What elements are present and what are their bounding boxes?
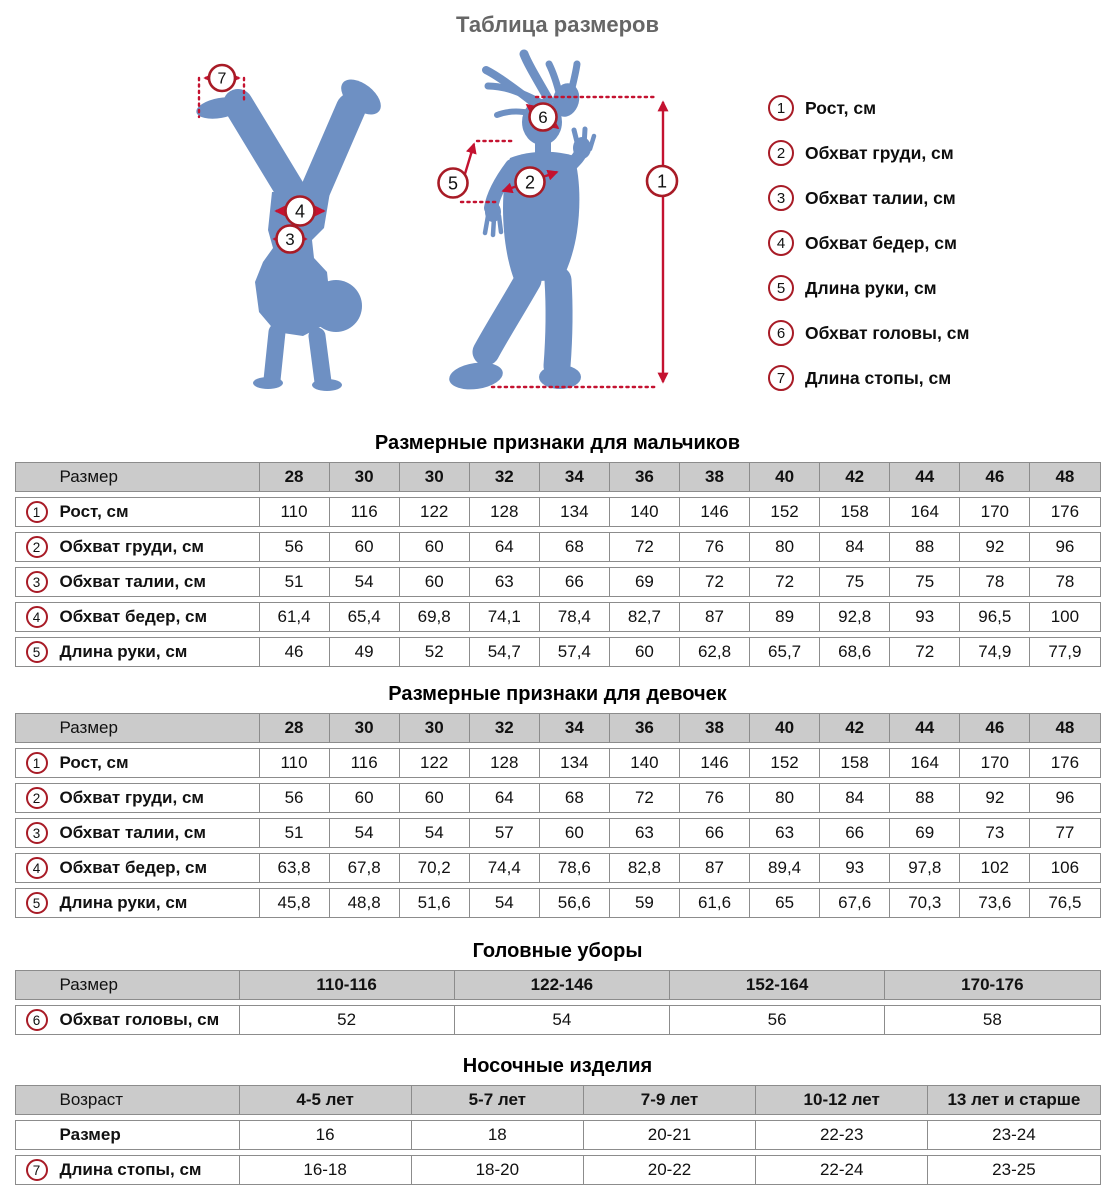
table-row bbox=[15, 567, 1101, 597]
row-label-cell bbox=[16, 603, 259, 631]
header-size-cell: 28 bbox=[259, 714, 329, 742]
header-size-cell: 44 bbox=[889, 463, 959, 491]
row-number-badge: 2 bbox=[26, 536, 48, 558]
legend-number-badge: 4 bbox=[768, 230, 794, 256]
size-value-cell: 63,8 bbox=[259, 854, 329, 882]
size-value-cell: 59 bbox=[609, 889, 679, 917]
boys-section-title: Размерные признаки для мальчиков bbox=[374, 432, 741, 454]
size-value-cell: 128 bbox=[469, 749, 539, 777]
boys-size-table bbox=[15, 462, 1101, 667]
size-value-cell: 64 bbox=[469, 784, 539, 812]
size-value-cell: 88 bbox=[889, 784, 959, 812]
size-value-cell: 75 bbox=[889, 568, 959, 596]
size-value-cell: 48,8 bbox=[329, 889, 399, 917]
header-label-cell bbox=[16, 463, 259, 491]
table-header-row bbox=[15, 713, 1101, 743]
size-value-cell: 80 bbox=[749, 533, 819, 561]
size-value-cell: 67,6 bbox=[819, 889, 889, 917]
size-value-cell: 96 bbox=[1029, 533, 1099, 561]
row-label: Обхват груди, см bbox=[59, 537, 204, 556]
header-size-cell: 46 bbox=[959, 463, 1029, 491]
size-value-cell: 92 bbox=[959, 784, 1029, 812]
size-value-cell: 74,9 bbox=[959, 638, 1029, 666]
legend-item-label: Обхват груди, см bbox=[805, 142, 954, 163]
table-row bbox=[15, 1155, 1101, 1185]
header-size-cell: 42 bbox=[819, 714, 889, 742]
header-label-cell bbox=[16, 971, 239, 999]
size-value-cell: 84 bbox=[819, 533, 889, 561]
header-size-cell: 28 bbox=[259, 463, 329, 491]
header-size-cell: 30 bbox=[399, 463, 469, 491]
size-value-cell: 61,4 bbox=[259, 603, 329, 631]
row-label: Обхват головы, см bbox=[59, 1010, 220, 1029]
figure-marker-6 bbox=[530, 104, 557, 131]
size-value-cell: 65,4 bbox=[329, 603, 399, 631]
row-label: Рост, см bbox=[59, 753, 129, 772]
size-value-cell: 96 bbox=[1029, 784, 1099, 812]
figure-marker-5 bbox=[439, 169, 468, 198]
size-value-cell: 100 bbox=[1029, 603, 1099, 631]
size-value-cell: 68 bbox=[539, 533, 609, 561]
size-value-cell: 51,6 bbox=[399, 889, 469, 917]
legend-item bbox=[768, 320, 969, 346]
figure-marker-1 bbox=[647, 166, 677, 196]
measurement-legend bbox=[768, 95, 969, 410]
svg-text:4: 4 bbox=[294, 201, 306, 222]
header-size-cell: 152-164 bbox=[669, 971, 884, 999]
legend-item-label: Обхват бедер, см bbox=[805, 232, 957, 253]
row-number-badge: 5 bbox=[26, 892, 48, 914]
header-size-cell: 30 bbox=[329, 463, 399, 491]
size-value-cell: 152 bbox=[749, 749, 819, 777]
header-size-cell: 38 bbox=[679, 463, 749, 491]
figure-marker-2 bbox=[516, 168, 545, 197]
size-value-cell: 89 bbox=[749, 603, 819, 631]
header-size-cell: 10-12 лет bbox=[755, 1086, 927, 1114]
size-value-cell: 22-23 bbox=[755, 1121, 927, 1149]
svg-text:3: 3 bbox=[285, 229, 295, 249]
size-value-cell: 116 bbox=[329, 498, 399, 526]
size-value-cell: 54,7 bbox=[469, 638, 539, 666]
header-size-cell: 44 bbox=[889, 714, 959, 742]
row-label-cell bbox=[16, 638, 259, 666]
size-value-cell: 70,2 bbox=[399, 854, 469, 882]
legend-number-badge: 2 bbox=[768, 140, 794, 166]
size-value-cell: 170 bbox=[959, 498, 1029, 526]
header-label: Возраст bbox=[59, 1090, 124, 1109]
row-number-badge: 5 bbox=[26, 641, 48, 663]
size-value-cell: 72 bbox=[609, 533, 679, 561]
size-value-cell: 69,8 bbox=[399, 603, 469, 631]
size-value-cell: 54 bbox=[329, 819, 399, 847]
row-label: Обхват талии, см bbox=[59, 823, 206, 842]
table-header-row bbox=[15, 462, 1101, 492]
size-value-cell: 73 bbox=[959, 819, 1029, 847]
row-label-cell bbox=[16, 568, 259, 596]
row-label-cell bbox=[16, 889, 259, 917]
size-value-cell: 122 bbox=[399, 749, 469, 777]
size-value-cell: 82,7 bbox=[609, 603, 679, 631]
table-row bbox=[15, 818, 1101, 848]
row-number-badge: 4 bbox=[26, 606, 48, 628]
size-value-cell: 74,4 bbox=[469, 854, 539, 882]
header-label-cell bbox=[16, 1086, 239, 1114]
measurement-figure bbox=[0, 38, 740, 422]
size-value-cell: 75 bbox=[819, 568, 889, 596]
svg-text:5: 5 bbox=[447, 173, 459, 194]
size-value-cell: 76 bbox=[679, 784, 749, 812]
size-value-cell: 96,5 bbox=[959, 603, 1029, 631]
table-row bbox=[15, 853, 1101, 883]
header-label: Размер bbox=[59, 975, 118, 994]
header-size-cell: 34 bbox=[539, 714, 609, 742]
size-value-cell: 84 bbox=[819, 784, 889, 812]
size-value-cell: 140 bbox=[609, 498, 679, 526]
hats-section-title: Головные уборы bbox=[472, 940, 643, 962]
size-value-cell: 16-18 bbox=[239, 1156, 411, 1184]
row-number-badge: 4 bbox=[26, 857, 48, 879]
table-row bbox=[15, 497, 1101, 527]
size-value-cell: 16 bbox=[239, 1121, 411, 1149]
size-value-cell: 23-25 bbox=[927, 1156, 1099, 1184]
size-value-cell: 140 bbox=[609, 749, 679, 777]
size-value-cell: 60 bbox=[329, 784, 399, 812]
header-size-cell: 7-9 лет bbox=[583, 1086, 755, 1114]
size-value-cell: 20-21 bbox=[583, 1121, 755, 1149]
row-number-badge: 1 bbox=[26, 501, 48, 523]
table-header-row bbox=[15, 1085, 1101, 1115]
header-size-cell: 48 bbox=[1029, 463, 1099, 491]
size-value-cell: 93 bbox=[889, 603, 959, 631]
row-label-cell bbox=[16, 1156, 239, 1184]
legend-item-label: Обхват головы, см bbox=[805, 322, 970, 343]
size-value-cell: 164 bbox=[889, 749, 959, 777]
row-label: Длина руки, см bbox=[59, 893, 188, 912]
size-value-cell: 87 bbox=[679, 603, 749, 631]
size-value-cell: 69 bbox=[609, 568, 679, 596]
table-row bbox=[15, 602, 1101, 632]
girls-size-table bbox=[15, 713, 1101, 918]
row-label: Обхват талии, см bbox=[59, 572, 206, 591]
size-value-cell: 87 bbox=[679, 854, 749, 882]
table-row bbox=[15, 783, 1101, 813]
size-value-cell: 52 bbox=[399, 638, 469, 666]
size-value-cell: 78,6 bbox=[539, 854, 609, 882]
size-value-cell: 122 bbox=[399, 498, 469, 526]
size-value-cell: 65,7 bbox=[749, 638, 819, 666]
size-value-cell: 69 bbox=[889, 819, 959, 847]
size-value-cell: 66 bbox=[679, 819, 749, 847]
legend-item bbox=[768, 185, 969, 211]
size-value-cell: 45,8 bbox=[259, 889, 329, 917]
row-label-cell bbox=[16, 498, 259, 526]
size-value-cell: 54 bbox=[454, 1006, 669, 1034]
size-value-cell: 92 bbox=[959, 533, 1029, 561]
size-value-cell: 60 bbox=[399, 568, 469, 596]
size-value-cell: 52 bbox=[239, 1006, 454, 1034]
row-number-badge: 3 bbox=[26, 822, 48, 844]
size-value-cell: 72 bbox=[749, 568, 819, 596]
size-value-cell: 18 bbox=[411, 1121, 583, 1149]
size-value-cell: 77,9 bbox=[1029, 638, 1099, 666]
size-value-cell: 72 bbox=[889, 638, 959, 666]
girl-silhouette bbox=[447, 54, 594, 393]
size-value-cell: 176 bbox=[1029, 749, 1099, 777]
header-size-cell: 38 bbox=[679, 714, 749, 742]
table-header-row bbox=[15, 970, 1101, 1000]
row-label: Длина стопы, см bbox=[59, 1160, 202, 1179]
legend-number-badge: 5 bbox=[768, 275, 794, 301]
header-label-cell bbox=[16, 714, 259, 742]
size-value-cell: 66 bbox=[819, 819, 889, 847]
svg-text:6: 6 bbox=[538, 107, 548, 127]
size-value-cell: 51 bbox=[259, 819, 329, 847]
size-value-cell: 110 bbox=[259, 749, 329, 777]
size-value-cell: 49 bbox=[329, 638, 399, 666]
header-size-cell: 32 bbox=[469, 463, 539, 491]
legend-number-badge: 1 bbox=[768, 95, 794, 121]
table-row bbox=[15, 532, 1101, 562]
legend-item-label: Рост, см bbox=[805, 97, 877, 118]
figure-marker-7 bbox=[209, 65, 235, 91]
row-label: Обхват бедер, см bbox=[59, 607, 208, 626]
row-label-cell bbox=[16, 533, 259, 561]
socks-size-table bbox=[15, 1085, 1101, 1185]
size-value-cell: 60 bbox=[399, 533, 469, 561]
row-label: Обхват бедер, см bbox=[59, 858, 208, 877]
size-value-cell: 63 bbox=[469, 568, 539, 596]
size-value-cell: 60 bbox=[399, 784, 469, 812]
table-row bbox=[15, 1005, 1101, 1035]
size-value-cell: 146 bbox=[679, 749, 749, 777]
size-value-cell: 158 bbox=[819, 498, 889, 526]
row-label-cell bbox=[16, 749, 259, 777]
size-value-cell: 57 bbox=[469, 819, 539, 847]
size-value-cell: 56 bbox=[669, 1006, 884, 1034]
size-value-cell: 63 bbox=[609, 819, 679, 847]
legend-item bbox=[768, 95, 969, 121]
girls-section-title: Размерные признаки для девочек bbox=[388, 683, 727, 705]
row-number-badge: 7 bbox=[26, 1159, 48, 1181]
size-value-cell: 78 bbox=[1029, 568, 1099, 596]
size-value-cell: 20-22 bbox=[583, 1156, 755, 1184]
size-value-cell: 80 bbox=[749, 784, 819, 812]
svg-text:7: 7 bbox=[217, 70, 227, 88]
size-value-cell: 54 bbox=[329, 568, 399, 596]
size-value-cell: 23-24 bbox=[927, 1121, 1099, 1149]
legend-number-badge: 7 bbox=[768, 365, 794, 391]
header-size-cell: 122-146 bbox=[454, 971, 669, 999]
size-value-cell: 74,1 bbox=[469, 603, 539, 631]
size-value-cell: 102 bbox=[959, 854, 1029, 882]
size-value-cell: 62,8 bbox=[679, 638, 749, 666]
size-value-cell: 116 bbox=[329, 749, 399, 777]
measurement-hero bbox=[0, 38, 1115, 422]
size-value-cell: 22-24 bbox=[755, 1156, 927, 1184]
size-value-cell: 46 bbox=[259, 638, 329, 666]
size-value-cell: 158 bbox=[819, 749, 889, 777]
header-size-cell: 34 bbox=[539, 463, 609, 491]
size-value-cell: 65 bbox=[749, 889, 819, 917]
header-size-cell: 46 bbox=[959, 714, 1029, 742]
size-value-cell: 128 bbox=[469, 498, 539, 526]
legend-item-label: Обхват талии, см bbox=[805, 187, 956, 208]
size-value-cell: 146 bbox=[679, 498, 749, 526]
size-value-cell: 61,6 bbox=[679, 889, 749, 917]
header-size-cell: 30 bbox=[399, 714, 469, 742]
header-size-cell: 36 bbox=[609, 463, 679, 491]
header-size-cell: 40 bbox=[749, 463, 819, 491]
table-row bbox=[15, 748, 1101, 778]
figure-marker-4 bbox=[286, 197, 315, 226]
size-value-cell: 72 bbox=[609, 784, 679, 812]
figure-marker-3 bbox=[277, 226, 304, 253]
size-value-cell: 64 bbox=[469, 533, 539, 561]
size-value-cell: 66 bbox=[539, 568, 609, 596]
legend-item bbox=[768, 275, 969, 301]
row-number-badge: 1 bbox=[26, 752, 48, 774]
table-row bbox=[15, 637, 1101, 667]
legend-item bbox=[768, 140, 969, 166]
size-value-cell: 67,8 bbox=[329, 854, 399, 882]
header-size-cell: 30 bbox=[329, 714, 399, 742]
legend-number-badge: 6 bbox=[768, 320, 794, 346]
svg-text:1: 1 bbox=[656, 171, 668, 192]
row-number-badge: 3 bbox=[26, 571, 48, 593]
size-value-cell: 60 bbox=[539, 819, 609, 847]
row-label: Длина руки, см bbox=[59, 642, 188, 661]
size-value-cell: 56 bbox=[259, 784, 329, 812]
size-value-cell: 89,4 bbox=[749, 854, 819, 882]
size-value-cell: 60 bbox=[609, 638, 679, 666]
size-value-cell: 164 bbox=[889, 498, 959, 526]
header-size-cell: 32 bbox=[469, 714, 539, 742]
hats-size-table bbox=[15, 970, 1101, 1035]
header-size-cell: 5-7 лет bbox=[411, 1086, 583, 1114]
size-value-cell: 60 bbox=[329, 533, 399, 561]
size-value-cell: 56,6 bbox=[539, 889, 609, 917]
size-value-cell: 76 bbox=[679, 533, 749, 561]
header-size-cell: 13 лет и старше bbox=[927, 1086, 1099, 1114]
size-value-cell: 76,5 bbox=[1029, 889, 1099, 917]
size-value-cell: 82,8 bbox=[609, 854, 679, 882]
size-value-cell: 70,3 bbox=[889, 889, 959, 917]
size-value-cell: 134 bbox=[539, 749, 609, 777]
row-label-cell bbox=[16, 854, 259, 882]
size-value-cell: 170 bbox=[959, 749, 1029, 777]
row-label: Рост, см bbox=[59, 502, 129, 521]
size-value-cell: 134 bbox=[539, 498, 609, 526]
size-value-cell: 97,8 bbox=[889, 854, 959, 882]
size-value-cell: 58 bbox=[884, 1006, 1099, 1034]
size-value-cell: 72 bbox=[679, 568, 749, 596]
table-row bbox=[15, 888, 1101, 918]
size-value-cell: 92,8 bbox=[819, 603, 889, 631]
size-value-cell: 93 bbox=[819, 854, 889, 882]
header-size-cell: 4-5 лет bbox=[239, 1086, 411, 1114]
row-label-cell bbox=[16, 784, 259, 812]
header-size-cell: 48 bbox=[1029, 714, 1099, 742]
row-label-cell bbox=[16, 1121, 239, 1149]
header-label: Размер bbox=[59, 467, 118, 486]
header-label: Размер bbox=[59, 718, 118, 737]
size-value-cell: 106 bbox=[1029, 854, 1099, 882]
size-value-cell: 176 bbox=[1029, 498, 1099, 526]
legend-item bbox=[768, 365, 969, 391]
size-value-cell: 68,6 bbox=[819, 638, 889, 666]
size-value-cell: 88 bbox=[889, 533, 959, 561]
header-size-cell: 40 bbox=[749, 714, 819, 742]
size-value-cell: 68 bbox=[539, 784, 609, 812]
size-value-cell: 78,4 bbox=[539, 603, 609, 631]
legend-number-badge: 3 bbox=[768, 185, 794, 211]
size-value-cell: 56 bbox=[259, 533, 329, 561]
row-label-cell bbox=[16, 1006, 239, 1034]
legend-item-label: Длина руки, см bbox=[805, 277, 937, 298]
row-label-cell bbox=[16, 819, 259, 847]
svg-text:2: 2 bbox=[524, 172, 536, 193]
legend-item-label: Длина стопы, см bbox=[805, 367, 952, 388]
table-row bbox=[15, 1120, 1101, 1150]
header-size-cell: 36 bbox=[609, 714, 679, 742]
size-value-cell: 18-20 bbox=[411, 1156, 583, 1184]
size-value-cell: 78 bbox=[959, 568, 1029, 596]
size-value-cell: 51 bbox=[259, 568, 329, 596]
size-value-cell: 57,4 bbox=[539, 638, 609, 666]
size-value-cell: 54 bbox=[399, 819, 469, 847]
size-value-cell: 152 bbox=[749, 498, 819, 526]
size-value-cell: 73,6 bbox=[959, 889, 1029, 917]
row-label: Размер bbox=[59, 1125, 121, 1144]
size-value-cell: 110 bbox=[259, 498, 329, 526]
row-number-badge: 2 bbox=[26, 787, 48, 809]
socks-section-title: Носочные изделия bbox=[462, 1055, 653, 1077]
size-value-cell: 77 bbox=[1029, 819, 1099, 847]
row-label: Обхват груди, см bbox=[59, 788, 204, 807]
legend-item bbox=[768, 230, 969, 256]
header-size-cell: 42 bbox=[819, 463, 889, 491]
header-size-cell: 170-176 bbox=[884, 971, 1099, 999]
size-value-cell: 63 bbox=[749, 819, 819, 847]
header-size-cell: 110-116 bbox=[239, 971, 454, 999]
size-value-cell: 54 bbox=[469, 889, 539, 917]
page-title: Таблица размеров bbox=[455, 12, 660, 37]
row-number-badge: 6 bbox=[26, 1009, 48, 1031]
